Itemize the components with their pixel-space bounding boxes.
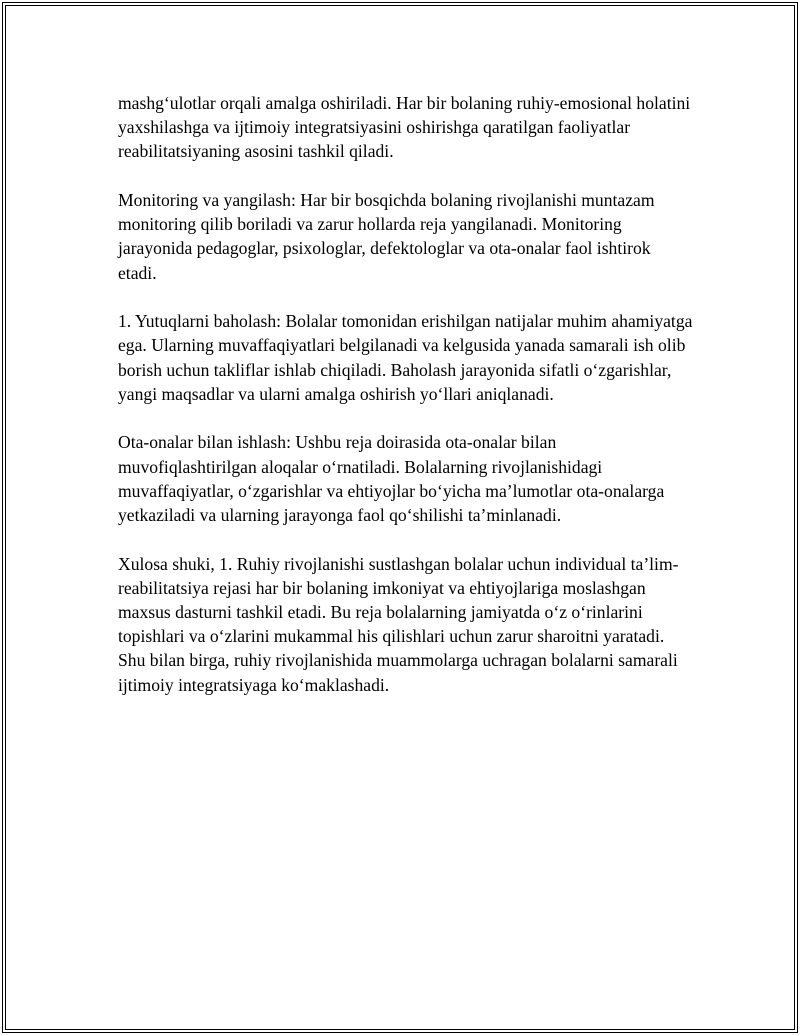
document-body	[118, 91, 693, 721]
paragraph-parents: Ota-onalar bilan ishlash: Ushbu reja doirasida ota-onalar bilan muvofiqlashtirilgan aloqalar o‘rnatiladi. Bolalarning rivojlanishidagi muvaffaqiyatlar, o‘zgarishlar va ehtiyojlar bo‘yicha ma’lumotlar ota-onalarga yetkaziladi va ularning jarayonga faol qo‘shilishi ta’minlanadi.	[118, 432, 665, 526]
paragraph-conclusion: Xulosa shuki, 1. Ruhiy rivojlanishi sustlashgan bolalar uchun individual ta’lim-reabilitatsiya rejasi har bir bolaning imkoniyat va ehtiyojlariga moslashgan maxsus dasturni tashkil etadi. Bu reja bolalarning jamiyatda o‘z o‘rinlarini topishlari va o‘zlarini mukammal his qilishlari uchun zarur sharoitni yaratadi. Shu bilan birga, ruhiy rivojlanishida muammolarga uchragan bolalarni samarali ijtimoiy integratsiyaga ko‘maklashadi.	[118, 553, 679, 695]
paragraph-activities: mashg‘ulotlar orqali amalga oshiriladi. Har bir bolaning ruhiy-emosional holatini yaxshilashga va ijtimoiy integratsiyasini oshirishga qaratilgan faoliyatlar reabilitatsiyaning asosini tashkil qiladi.	[118, 93, 691, 162]
paragraph-assessment: 1. Yutuqlarni baholash: Bolalar tomonidan erishilgan natijalar muhim ahamiyatga ega. Ularning muvaffaqiyatlari belgilanadi va kelgusida yanada samarali ish olib borish uchun takliflar ishlab chiqiladi. Baholash jarayonida sifatli o‘zgarishlar, yangi maqsadlar va ularni amalga oshirish yo‘llari aniqlanadi.	[118, 311, 693, 404]
paragraph-monitoring: Monitoring va yangilash: Har bir bosqichda bolaning rivojlanishi muntazam monitoring qilib boriladi va zarur hollarda reja yangilanadi. Monitoring jarayonida pedagoglar, psixologlar, defektologlar va ota-onalar faol ishtirok etadi.	[118, 190, 655, 283]
